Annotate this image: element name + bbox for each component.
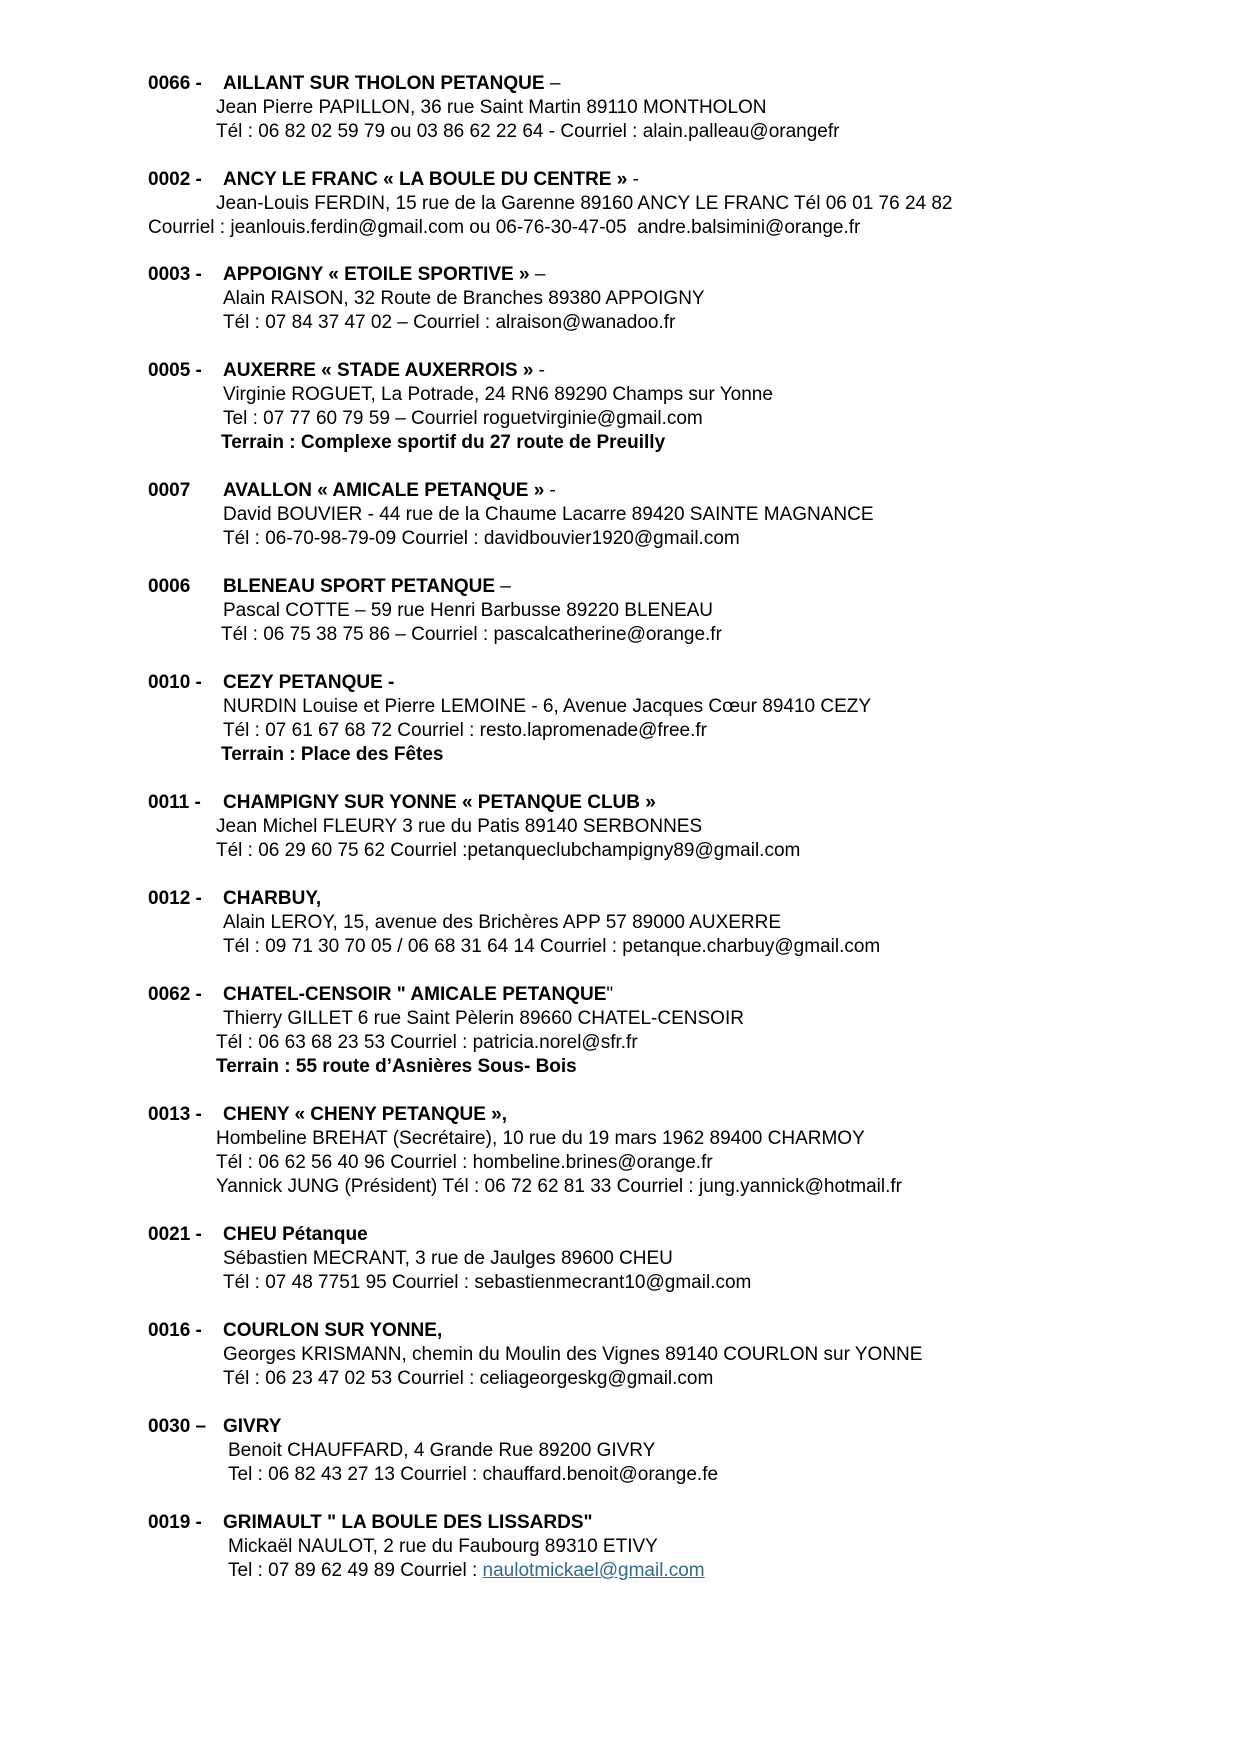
- contact-line: Sébastien MECRANT, 3 rue de Jaulges 89600 CHEU: [223, 1248, 673, 1269]
- contact-line: Courriel : jeanlouis.ferdin@gmail.com ou 06-76-30-47-05 andre.balsimini@orange.fr: [148, 217, 861, 238]
- club-name: AILLANT SUR THOLON PETANQUE: [223, 73, 545, 94]
- club-code: 0016 -: [148, 1320, 202, 1341]
- terrain-line: Terrain : Place des Fêtes: [221, 744, 444, 765]
- contact-line: Mickaël NAULOT, 2 rue du Faubourg 89310 ETIVY: [228, 1536, 658, 1557]
- contact-line: Tél : 06 75 38 75 86 – Courriel : pascalcatherine@orange.fr: [221, 624, 722, 645]
- club-name: CHAMPIGNY SUR YONNE « PETANQUE CLUB »: [223, 792, 656, 813]
- club-name: AUXERRE « STADE AUXERROIS »: [223, 360, 534, 381]
- club-code: 0021 -: [148, 1224, 202, 1245]
- club-code: 0011 -: [148, 792, 201, 813]
- club-name: CHENY « CHENY PETANQUE »,: [223, 1104, 508, 1125]
- club-title: [223, 263, 545, 287]
- contact-line: Tél : 06 63 68 23 53 Courriel : patricia.norel@sfr.fr: [216, 1032, 638, 1053]
- contact-line: Tél : 06 29 60 75 62 Courriel :petanqueclubchampigny89@gmail.com: [216, 840, 801, 861]
- club-name: GIVRY: [223, 1416, 282, 1437]
- club-title-suffix: -: [627, 169, 639, 190]
- club-code: 0003 -: [148, 264, 202, 285]
- contact-line: Tél : 06 82 02 59 79 ou 03 86 62 22 64 - Courriel : alain.palleau@orangefr: [216, 121, 840, 142]
- club-title: [223, 359, 545, 383]
- club-title-suffix: –: [529, 264, 546, 285]
- club-title: [223, 791, 656, 815]
- club-name: BLENEAU SPORT PETANQUE: [223, 576, 496, 597]
- contact-line: NURDIN Louise et Pierre LEMOINE - 6, Avenue Jacques Cœur 89410 CEZY: [223, 696, 872, 717]
- contact-line: Jean Michel FLEURY 3 rue du Patis 89140 SERBONNES: [216, 816, 703, 837]
- contact-line: Benoit CHAUFFARD, 4 Grande Rue 89200 GIVRY: [228, 1440, 656, 1461]
- club-code: 0013 -: [148, 1104, 202, 1125]
- contact-line: Tél : 07 61 67 68 72 Courriel : resto.lapromenade@free.fr: [223, 720, 707, 741]
- club-title: [223, 1511, 593, 1535]
- club-title-suffix: -: [544, 480, 556, 501]
- club-code: 0066 -: [148, 73, 202, 94]
- club-title: [223, 479, 556, 503]
- contact-line: Tel : 06 82 43 27 13 Courriel : chauffard.benoit@orange.fe: [228, 1464, 719, 1485]
- club-name: CEZY PETANQUE -: [223, 672, 395, 693]
- contact-line: Tél : 07 48 7751 95 Courriel : sebastienmecrant10@gmail.com: [223, 1272, 752, 1293]
- club-title: [223, 1103, 507, 1127]
- club-title-suffix: –: [544, 73, 561, 94]
- contact-line: Tél : 09 71 30 70 05 / 06 68 31 64 14 Courriel : petanque.charbuy@gmail.com: [223, 936, 881, 957]
- contact-line: [228, 1559, 705, 1583]
- contact-line: Jean Pierre PAPILLON, 36 rue Saint Martin 89110 MONTHOLON: [216, 97, 767, 118]
- contact-line: Pascal COTTE – 59 rue Henri Barbusse 89220 BLENEAU: [223, 600, 714, 621]
- contact-line: Tél : 06 23 47 02 53 Courriel : celiageorgeskg@gmail.com: [223, 1368, 714, 1389]
- contact-line: Tél : 06-70-98-79-09 Courriel : davidbouvier1920@gmail.com: [223, 528, 740, 549]
- contact-line: Tél : 07 84 37 47 02 – Courriel : alraison@wanadoo.fr: [223, 312, 676, 333]
- contact-line: Jean-Louis FERDIN, 15 rue de la Garenne 89160 ANCY LE FRANC Tél 06 01 76 24 82: [216, 193, 953, 214]
- club-name: APPOIGNY « ETOILE SPORTIVE »: [223, 264, 530, 285]
- club-name: AVALLON « AMICALE PETANQUE »: [223, 480, 545, 501]
- club-code: 0006: [148, 576, 191, 597]
- club-title: [223, 1223, 368, 1247]
- club-title: [223, 671, 394, 695]
- club-title: [223, 1415, 281, 1439]
- contact-line: David BOUVIER - 44 rue de la Chaume Lacarre 89420 SAINTE MAGNANCE: [223, 504, 874, 525]
- club-title: [223, 1319, 442, 1343]
- club-code: 0005 -: [148, 360, 202, 381]
- email-link[interactable]: naulotmickael@gmail.com: [482, 1560, 705, 1581]
- club-code: 0002 -: [148, 169, 202, 190]
- club-code: 0010 -: [148, 672, 202, 693]
- contact-line: Alain RAISON, 32 Route de Branches 89380 APPOIGNY: [223, 288, 705, 309]
- contact-line: Alain LEROY, 15, avenue des Brichères APP 57 89000 AUXERRE: [223, 912, 782, 933]
- club-title-suffix: ": [606, 984, 614, 1005]
- club-title: [223, 887, 321, 911]
- contact-line: Thierry GILLET 6 rue Saint Pèlerin 89660 CHATEL-CENSOIR: [223, 1008, 744, 1029]
- club-code: 0012 -: [148, 888, 202, 909]
- contact-line: Yannick JUNG (Président) Tél : 06 72 62 81 33 Courriel : jung.yannick@hotmail.fr: [216, 1176, 903, 1197]
- club-code: 0062 -: [148, 984, 202, 1005]
- club-name: CHEU Pétanque: [223, 1224, 368, 1245]
- terrain-line: Terrain : Complexe sportif du 27 route de Preuilly: [221, 432, 666, 453]
- contact-line: Hombeline BREHAT (Secrétaire), 10 rue du 19 mars 1962 89400 CHARMOY: [216, 1128, 865, 1149]
- club-code: 0019 -: [148, 1512, 202, 1533]
- contact-line: Tel : 07 77 60 79 59 – Courriel roguetvirginie@gmail.com: [223, 408, 703, 429]
- club-name: COURLON SUR YONNE,: [223, 1320, 443, 1341]
- club-title: [223, 983, 613, 1007]
- club-title: [223, 575, 511, 599]
- club-title-suffix: –: [495, 576, 511, 597]
- contact-line-text: Tel : 07 89 62 49 89 Courriel :: [228, 1560, 483, 1581]
- contact-line: Tél : 06 62 56 40 96 Courriel : hombeline.brines@orange.fr: [216, 1152, 713, 1173]
- club-name: ANCY LE FRANC « LA BOULE DU CENTRE »: [223, 169, 628, 190]
- club-title-suffix: -: [533, 360, 546, 381]
- club-name: GRIMAULT " LA BOULE DES LISSARDS": [223, 1512, 593, 1533]
- terrain-line: Terrain : 55 route d’Asnières Sous- Bois: [216, 1056, 577, 1077]
- club-name: CHATEL-CENSOIR " AMICALE PETANQUE: [223, 984, 607, 1005]
- club-code: 0007: [148, 480, 191, 501]
- club-name: CHARBUY,: [223, 888, 322, 909]
- club-code: 0030 –: [148, 1416, 207, 1437]
- club-title: [223, 72, 560, 96]
- club-title: [223, 168, 639, 192]
- contact-line: Virginie ROGUET, La Potrade, 24 RN6 89290 Champs sur Yonne: [223, 384, 773, 405]
- contact-line: Georges KRISMANN, chemin du Moulin des Vignes 89140 COURLON sur YONNE: [223, 1344, 923, 1365]
